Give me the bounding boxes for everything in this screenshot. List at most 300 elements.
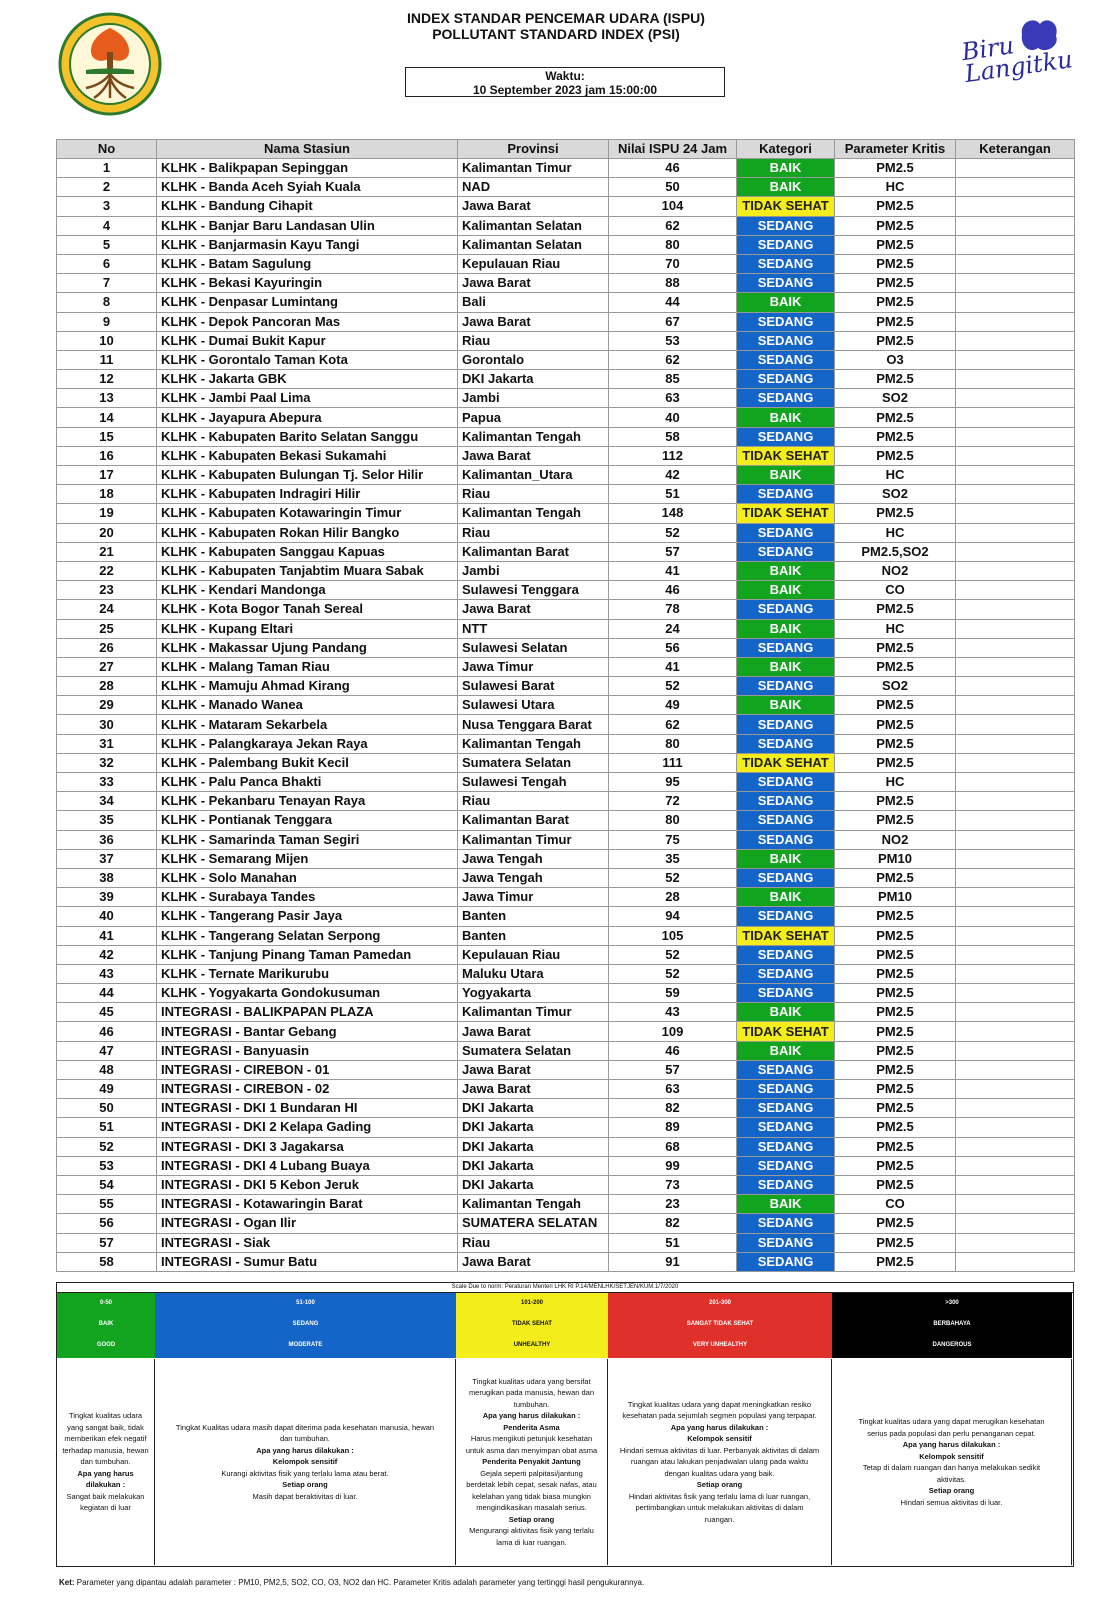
critical-parameter: PM2.5 (835, 984, 956, 1003)
station-name: KLHK - Gorontalo Taman Kota (157, 350, 458, 369)
legend-band-label: BERBAHAYA (933, 1321, 971, 1327)
critical-parameter: PM2.5 (835, 964, 956, 983)
legend-description (456, 1359, 608, 1565)
critical-parameter: PM2.5 (835, 715, 956, 734)
row-no: 53 (57, 1156, 157, 1175)
legend-band-en: MODERATE (288, 1342, 323, 1348)
station-name: KLHK - Banda Aceh Syiah Kuala (157, 178, 458, 197)
description-line: Apa yang harus (77, 1468, 134, 1478)
ispu-value: 67 (609, 312, 737, 331)
critical-parameter: O3 (835, 350, 956, 369)
station-name: INTEGRASI - Bantar Gebang (157, 1022, 458, 1041)
province: Riau (458, 485, 609, 504)
legend-band-label: BAIK (98, 1321, 114, 1327)
remarks (956, 178, 1075, 197)
category-badge: BAIK (737, 561, 835, 580)
legend-band (832, 1293, 1072, 1358)
ispu-value: 52 (609, 964, 737, 983)
station-name: KLHK - Makassar Ujung Pandang (157, 638, 458, 657)
province: Nusa Tenggara Barat (458, 715, 609, 734)
station-name: INTEGRASI - CIREBON - 01 (157, 1060, 458, 1079)
row-no: 55 (57, 1195, 157, 1214)
legend-description (608, 1359, 832, 1565)
category-badge: SEDANG (737, 600, 835, 619)
table-row (57, 964, 1075, 983)
station-name: KLHK - Pekanbaru Tenayan Raya (157, 792, 458, 811)
legend-description (832, 1359, 1072, 1565)
table-row (57, 1137, 1075, 1156)
station-name: KLHK - Kabupaten Barito Selatan Sanggu (157, 427, 458, 446)
table-row (57, 254, 1075, 273)
remarks (956, 926, 1075, 945)
ispu-table (56, 139, 1075, 1272)
remarks (956, 964, 1075, 983)
legend-band-en: VERY UNHEALTHY (692, 1342, 748, 1348)
table-row (57, 1099, 1075, 1118)
station-name: INTEGRASI - DKI 1 Bundaran HI (157, 1099, 458, 1118)
table-row (57, 159, 1075, 178)
station-name: KLHK - Mataram Sekarbela (157, 715, 458, 734)
remarks (956, 696, 1075, 715)
province: Jawa Barat (458, 312, 609, 331)
province: SUMATERA SELATAN (458, 1214, 609, 1233)
province: Jambi (458, 561, 609, 580)
table-row (57, 1252, 1075, 1271)
critical-parameter: PM2.5 (835, 907, 956, 926)
province: Jawa Tengah (458, 868, 609, 887)
category-badge: SEDANG (737, 907, 835, 926)
critical-parameter: NO2 (835, 561, 956, 580)
remarks (956, 197, 1075, 216)
description-line: merugikan pada manusia, hewan dan (468, 1388, 595, 1398)
ispu-value: 80 (609, 734, 737, 753)
remarks (956, 715, 1075, 734)
station-name: KLHK - Palembang Bukit Kecil (157, 753, 458, 772)
province: Kalimantan Tengah (458, 427, 609, 446)
table-row (57, 466, 1075, 485)
station-name: KLHK - Denpasar Lumintang (157, 293, 458, 312)
biru-langitku-wordmark: Biru Langitku (959, 31, 1075, 89)
table-row (57, 581, 1075, 600)
critical-parameter: PM2.5 (835, 1137, 956, 1156)
table-row (57, 1003, 1075, 1022)
province: Banten (458, 907, 609, 926)
station-name: KLHK - Tangerang Pasir Jaya (157, 907, 458, 926)
critical-parameter: PM2.5 (835, 370, 956, 389)
table-row (57, 197, 1075, 216)
province: Jawa Barat (458, 600, 609, 619)
province: Sulawesi Tenggara (458, 581, 609, 600)
ispu-value: 41 (609, 657, 737, 676)
critical-parameter: PM2.5 (835, 1003, 956, 1022)
province: DKI Jakarta (458, 1137, 609, 1156)
station-name: INTEGRASI - Kotawaringin Barat (157, 1195, 458, 1214)
ispu-value: 57 (609, 542, 737, 561)
ispu-value: 82 (609, 1099, 737, 1118)
legend-band-label: SEDANG (292, 1321, 319, 1327)
table-row (57, 696, 1075, 715)
category-badge: SEDANG (737, 485, 835, 504)
critical-parameter: PM2.5 (835, 657, 956, 676)
remarks (956, 159, 1075, 178)
waktu-value: 10 September 2023 jam 15:00:00 (472, 83, 658, 97)
table-row (57, 907, 1075, 926)
description-line: memberikan efek negatif (64, 1434, 147, 1444)
ispu-value: 51 (609, 1233, 737, 1252)
province: Sulawesi Tengah (458, 773, 609, 792)
station-name: KLHK - Malang Taman Riau (157, 657, 458, 676)
remarks (956, 907, 1075, 926)
description-line: Apa yang harus dilakukan : (902, 1440, 1001, 1449)
row-no: 24 (57, 600, 157, 619)
ispu-value: 82 (609, 1214, 737, 1233)
ispu-value: 46 (609, 581, 737, 600)
table-row (57, 389, 1075, 408)
station-name: KLHK - Kabupaten Bekasi Sukamahi (157, 446, 458, 465)
province: DKI Jakarta (458, 1175, 609, 1194)
description-line: Sangat baik melakukan (66, 1491, 145, 1501)
province: Banten (458, 926, 609, 945)
row-no: 27 (57, 657, 157, 676)
province: Gorontalo (458, 350, 609, 369)
category-badge: SEDANG (737, 638, 835, 657)
remarks (956, 1080, 1075, 1099)
category-badge: SEDANG (737, 1175, 835, 1194)
remarks (956, 389, 1075, 408)
description-line: Setiap orang (696, 1480, 743, 1490)
critical-parameter: PM2.5 (835, 446, 956, 465)
province: Kalimantan Timur (458, 1003, 609, 1022)
table-row (57, 734, 1075, 753)
description-line: Masih dapat beraktivitas di luar. (252, 1491, 358, 1501)
table-row (57, 523, 1075, 542)
ispu-value: 63 (609, 1080, 737, 1099)
remarks (956, 734, 1075, 753)
station-name: KLHK - Jakarta GBK (157, 370, 458, 389)
remarks (956, 312, 1075, 331)
title-ispu: INDEX STANDAR PENCEMAR UDARA (ISPU) (407, 10, 705, 26)
province: DKI Jakarta (458, 1099, 609, 1118)
critical-parameter: PM2.5 (835, 254, 956, 273)
province: Papua (458, 408, 609, 427)
critical-parameter: PM2.5 (835, 1233, 956, 1252)
province: Kalimantan Timur (458, 159, 609, 178)
row-no: 19 (57, 504, 157, 523)
category-badge: SEDANG (737, 331, 835, 350)
category-badge: TIDAK SEHAT (737, 197, 835, 216)
ispu-value: 53 (609, 331, 737, 350)
description-line: lama di luar ruangan. (496, 1537, 567, 1547)
row-no: 10 (57, 331, 157, 350)
remarks (956, 677, 1075, 696)
description-line: berdetak lebih cepat, sesak nafas, atau (466, 1480, 597, 1490)
description-line: mengindikasikan masalah serius. (476, 1503, 587, 1513)
province: DKI Jakarta (458, 370, 609, 389)
ispu-value: 23 (609, 1195, 737, 1214)
row-no: 39 (57, 888, 157, 907)
province: Sulawesi Utara (458, 696, 609, 715)
critical-parameter: NO2 (835, 830, 956, 849)
category-badge: BAIK (737, 619, 835, 638)
ispu-value: 50 (609, 178, 737, 197)
description-line: ruangan. (704, 1514, 735, 1524)
critical-parameter: PM2.5 (835, 1175, 956, 1194)
remarks (956, 370, 1075, 389)
table-row (57, 792, 1075, 811)
description-line: Kelompok sensitif (272, 1457, 338, 1467)
station-name: KLHK - Kota Bogor Tanah Sereal (157, 600, 458, 619)
critical-parameter: PM2.5 (835, 1099, 956, 1118)
row-no: 56 (57, 1214, 157, 1233)
waktu-box (405, 67, 725, 97)
remarks (956, 1041, 1075, 1060)
table-row (57, 773, 1075, 792)
row-no: 3 (57, 197, 157, 216)
category-badge: TIDAK SEHAT (737, 926, 835, 945)
remarks (956, 1252, 1075, 1271)
station-name: KLHK - Palangkaraya Jekan Raya (157, 734, 458, 753)
table-row (57, 1022, 1075, 1041)
province: Bali (458, 293, 609, 312)
remarks (956, 1022, 1075, 1041)
critical-parameter: PM2.5 (835, 331, 956, 350)
legend-band-label: SANGAT TIDAK SEHAT (686, 1321, 754, 1327)
category-badge: SEDANG (737, 1099, 835, 1118)
remarks (956, 427, 1075, 446)
description-line: tumbuhan. (513, 1399, 550, 1409)
remarks (956, 581, 1075, 600)
station-name: KLHK - Semarang Mijen (157, 849, 458, 868)
station-name: KLHK - Yogyakarta Gondokusuman (157, 984, 458, 1003)
category-badge: BAIK (737, 581, 835, 600)
province: Jawa Barat (458, 1060, 609, 1079)
category-badge: BAIK (737, 159, 835, 178)
ispu-value: 109 (609, 1022, 737, 1041)
footer-text: Parameter yang dipantau adalah parameter : PM10, PM2,5, SO2, CO, O3, NO2 dan HC. Parameter Kritis adalah parameter yang tertinggi hasil pengukurannya. (76, 1578, 645, 1587)
row-no: 7 (57, 274, 157, 293)
category-badge: BAIK (737, 178, 835, 197)
province: Sulawesi Barat (458, 677, 609, 696)
category-badge: BAIK (737, 888, 835, 907)
klhk-logo (56, 12, 164, 116)
critical-parameter: HC (835, 466, 956, 485)
row-no: 2 (57, 178, 157, 197)
row-no: 30 (57, 715, 157, 734)
table-row (57, 849, 1075, 868)
station-name: KLHK - Balikpapan Sepinggan (157, 159, 458, 178)
table-row (57, 1041, 1075, 1060)
ispu-value: 57 (609, 1060, 737, 1079)
critical-parameter: PM2.5 (835, 600, 956, 619)
table-row (57, 274, 1075, 293)
table-row (57, 619, 1075, 638)
remarks (956, 638, 1075, 657)
category-badge: SEDANG (737, 1080, 835, 1099)
ispu-value: 94 (609, 907, 737, 926)
critical-parameter: PM2.5 (835, 1022, 956, 1041)
category-badge: SEDANG (737, 1060, 835, 1079)
description-line: Kurangi aktivitas fisik yang terlalu lama atau berat. (221, 1468, 389, 1478)
station-name: KLHK - Banjar Baru Landasan Ulin (157, 216, 458, 235)
category-badge: SEDANG (737, 427, 835, 446)
category-badge: SEDANG (737, 312, 835, 331)
description-line: Penderita Asma (503, 1422, 560, 1432)
table-row (57, 542, 1075, 561)
ispu-value: 111 (609, 753, 737, 772)
remarks (956, 216, 1075, 235)
description-line: Setiap orang (282, 1480, 328, 1490)
station-name: KLHK - Kabupaten Bulungan Tj. Selor Hilir (157, 466, 458, 485)
row-no: 54 (57, 1175, 157, 1194)
ispu-value: 24 (609, 619, 737, 638)
station-name: INTEGRASI - DKI 2 Kelapa Gading (157, 1118, 458, 1137)
critical-parameter: PM2.5 (835, 1060, 956, 1079)
station-name: KLHK - Tanjung Pinang Taman Pamedan (157, 945, 458, 964)
critical-parameter: PM2.5 (835, 792, 956, 811)
critical-parameter: PM2.5 (835, 1214, 956, 1233)
category-badge: SEDANG (737, 350, 835, 369)
ispu-value: 59 (609, 984, 737, 1003)
category-badge: SEDANG (737, 235, 835, 254)
remarks (956, 542, 1075, 561)
description-line: kelelahan yang tidak biasa mungkin (472, 1491, 591, 1501)
critical-parameter: PM2.5 (835, 197, 956, 216)
ispu-value: 52 (609, 523, 737, 542)
legend-band-en: UNHEALTHY (513, 1342, 551, 1348)
row-no: 18 (57, 485, 157, 504)
province: NAD (458, 178, 609, 197)
remarks (956, 293, 1075, 312)
page-title (330, 10, 782, 42)
category-badge: SEDANG (737, 1118, 835, 1137)
category-badge: TIDAK SEHAT (737, 504, 835, 523)
table-row (57, 984, 1075, 1003)
table-row (57, 1175, 1075, 1194)
station-name: KLHK - Depok Pancoran Mas (157, 312, 458, 331)
row-no: 1 (57, 159, 157, 178)
remarks (956, 888, 1075, 907)
category-badge: SEDANG (737, 1233, 835, 1252)
station-name: KLHK - Solo Manahan (157, 868, 458, 887)
row-no: 47 (57, 1041, 157, 1060)
table-row (57, 715, 1075, 734)
legend-band-range: 201-300 (708, 1300, 732, 1306)
legend-band-range: 0-50 (99, 1300, 112, 1306)
critical-parameter: HC (835, 178, 956, 197)
category-badge: SEDANG (737, 792, 835, 811)
description-line: Penderita Penyakit Jantung (482, 1457, 581, 1467)
table-row (57, 370, 1075, 389)
critical-parameter: SO2 (835, 389, 956, 408)
table-row (57, 1233, 1075, 1252)
waktu-label: Waktu: (545, 69, 585, 83)
province: Jawa Barat (458, 274, 609, 293)
critical-parameter: PM2.5 (835, 638, 956, 657)
category-badge: SEDANG (737, 984, 835, 1003)
ispu-value: 46 (609, 1041, 737, 1060)
province: Kalimantan_Utara (458, 466, 609, 485)
description-line: kegiatan di luar (80, 1503, 131, 1513)
legend-band-range: 101-200 (520, 1300, 544, 1306)
province: Jawa Barat (458, 1252, 609, 1271)
ispu-value: 43 (609, 1003, 737, 1022)
table-row (57, 945, 1075, 964)
ispu-value: 56 (609, 638, 737, 657)
station-name: KLHK - Samarinda Taman Segiri (157, 830, 458, 849)
critical-parameter: PM10 (835, 849, 956, 868)
category-badge: SEDANG (737, 868, 835, 887)
station-name: KLHK - Pontianak Tenggara (157, 811, 458, 830)
table-row (57, 427, 1075, 446)
legend-band-range: >300 (945, 1300, 959, 1306)
ispu-value: 99 (609, 1156, 737, 1175)
column-header: Nama Stasiun (157, 140, 458, 159)
category-badge: SEDANG (737, 1252, 835, 1271)
ispu-value: 88 (609, 274, 737, 293)
station-name: KLHK - Kabupaten Kotawaringin Timur (157, 504, 458, 523)
category-badge: SEDANG (737, 216, 835, 235)
description-line: Apa yang harus dilakukan : (482, 1411, 581, 1421)
category-badge: BAIK (737, 466, 835, 485)
station-name: INTEGRASI - DKI 4 Lubang Buaya (157, 1156, 458, 1175)
description-line: dengan kualitas udara yang baik. (664, 1468, 775, 1478)
row-no: 12 (57, 370, 157, 389)
station-name: KLHK - Kabupaten Rokan Hilir Bangko (157, 523, 458, 542)
province: Kalimantan Tengah (458, 504, 609, 523)
ispu-value: 75 (609, 830, 737, 849)
remarks (956, 773, 1075, 792)
province: DKI Jakarta (458, 1156, 609, 1175)
station-name: KLHK - Mamuju Ahmad Kirang (157, 677, 458, 696)
category-badge: BAIK (737, 1195, 835, 1214)
remarks (956, 945, 1075, 964)
table-body (57, 159, 1075, 1272)
row-no: 8 (57, 293, 157, 312)
row-no: 38 (57, 868, 157, 887)
critical-parameter: PM2.5 (835, 1252, 956, 1271)
column-header: Parameter Kritis (835, 140, 956, 159)
table-row (57, 293, 1075, 312)
footer-note (59, 1578, 644, 1587)
critical-parameter: PM2.5 (835, 1041, 956, 1060)
station-name: INTEGRASI - CIREBON - 02 (157, 1080, 458, 1099)
description-line: aktivitas. (936, 1474, 967, 1484)
station-name: KLHK - Kabupaten Tanjabtim Muara Sabak (157, 561, 458, 580)
description-line: Gejala seperti palpitasi/jantung (480, 1468, 583, 1478)
row-no: 22 (57, 561, 157, 580)
ispu-value: 85 (609, 370, 737, 389)
ispu-value: 89 (609, 1118, 737, 1137)
row-no: 34 (57, 792, 157, 811)
table-row (57, 312, 1075, 331)
ispu-value: 105 (609, 926, 737, 945)
legend-band-range: 51-100 (296, 1300, 315, 1306)
category-badge: BAIK (737, 657, 835, 676)
remarks (956, 849, 1075, 868)
row-no: 16 (57, 446, 157, 465)
station-name: INTEGRASI - Banyuasin (157, 1041, 458, 1060)
row-no: 6 (57, 254, 157, 273)
table-row (57, 677, 1075, 696)
ispu-value: 104 (609, 197, 737, 216)
row-no: 9 (57, 312, 157, 331)
legend-description (155, 1359, 456, 1565)
ispu-value: 40 (609, 408, 737, 427)
legend (56, 1282, 1074, 1567)
row-no: 15 (57, 427, 157, 446)
ispu-value: 80 (609, 811, 737, 830)
description-line: Apa yang harus dilakukan : (670, 1422, 769, 1432)
